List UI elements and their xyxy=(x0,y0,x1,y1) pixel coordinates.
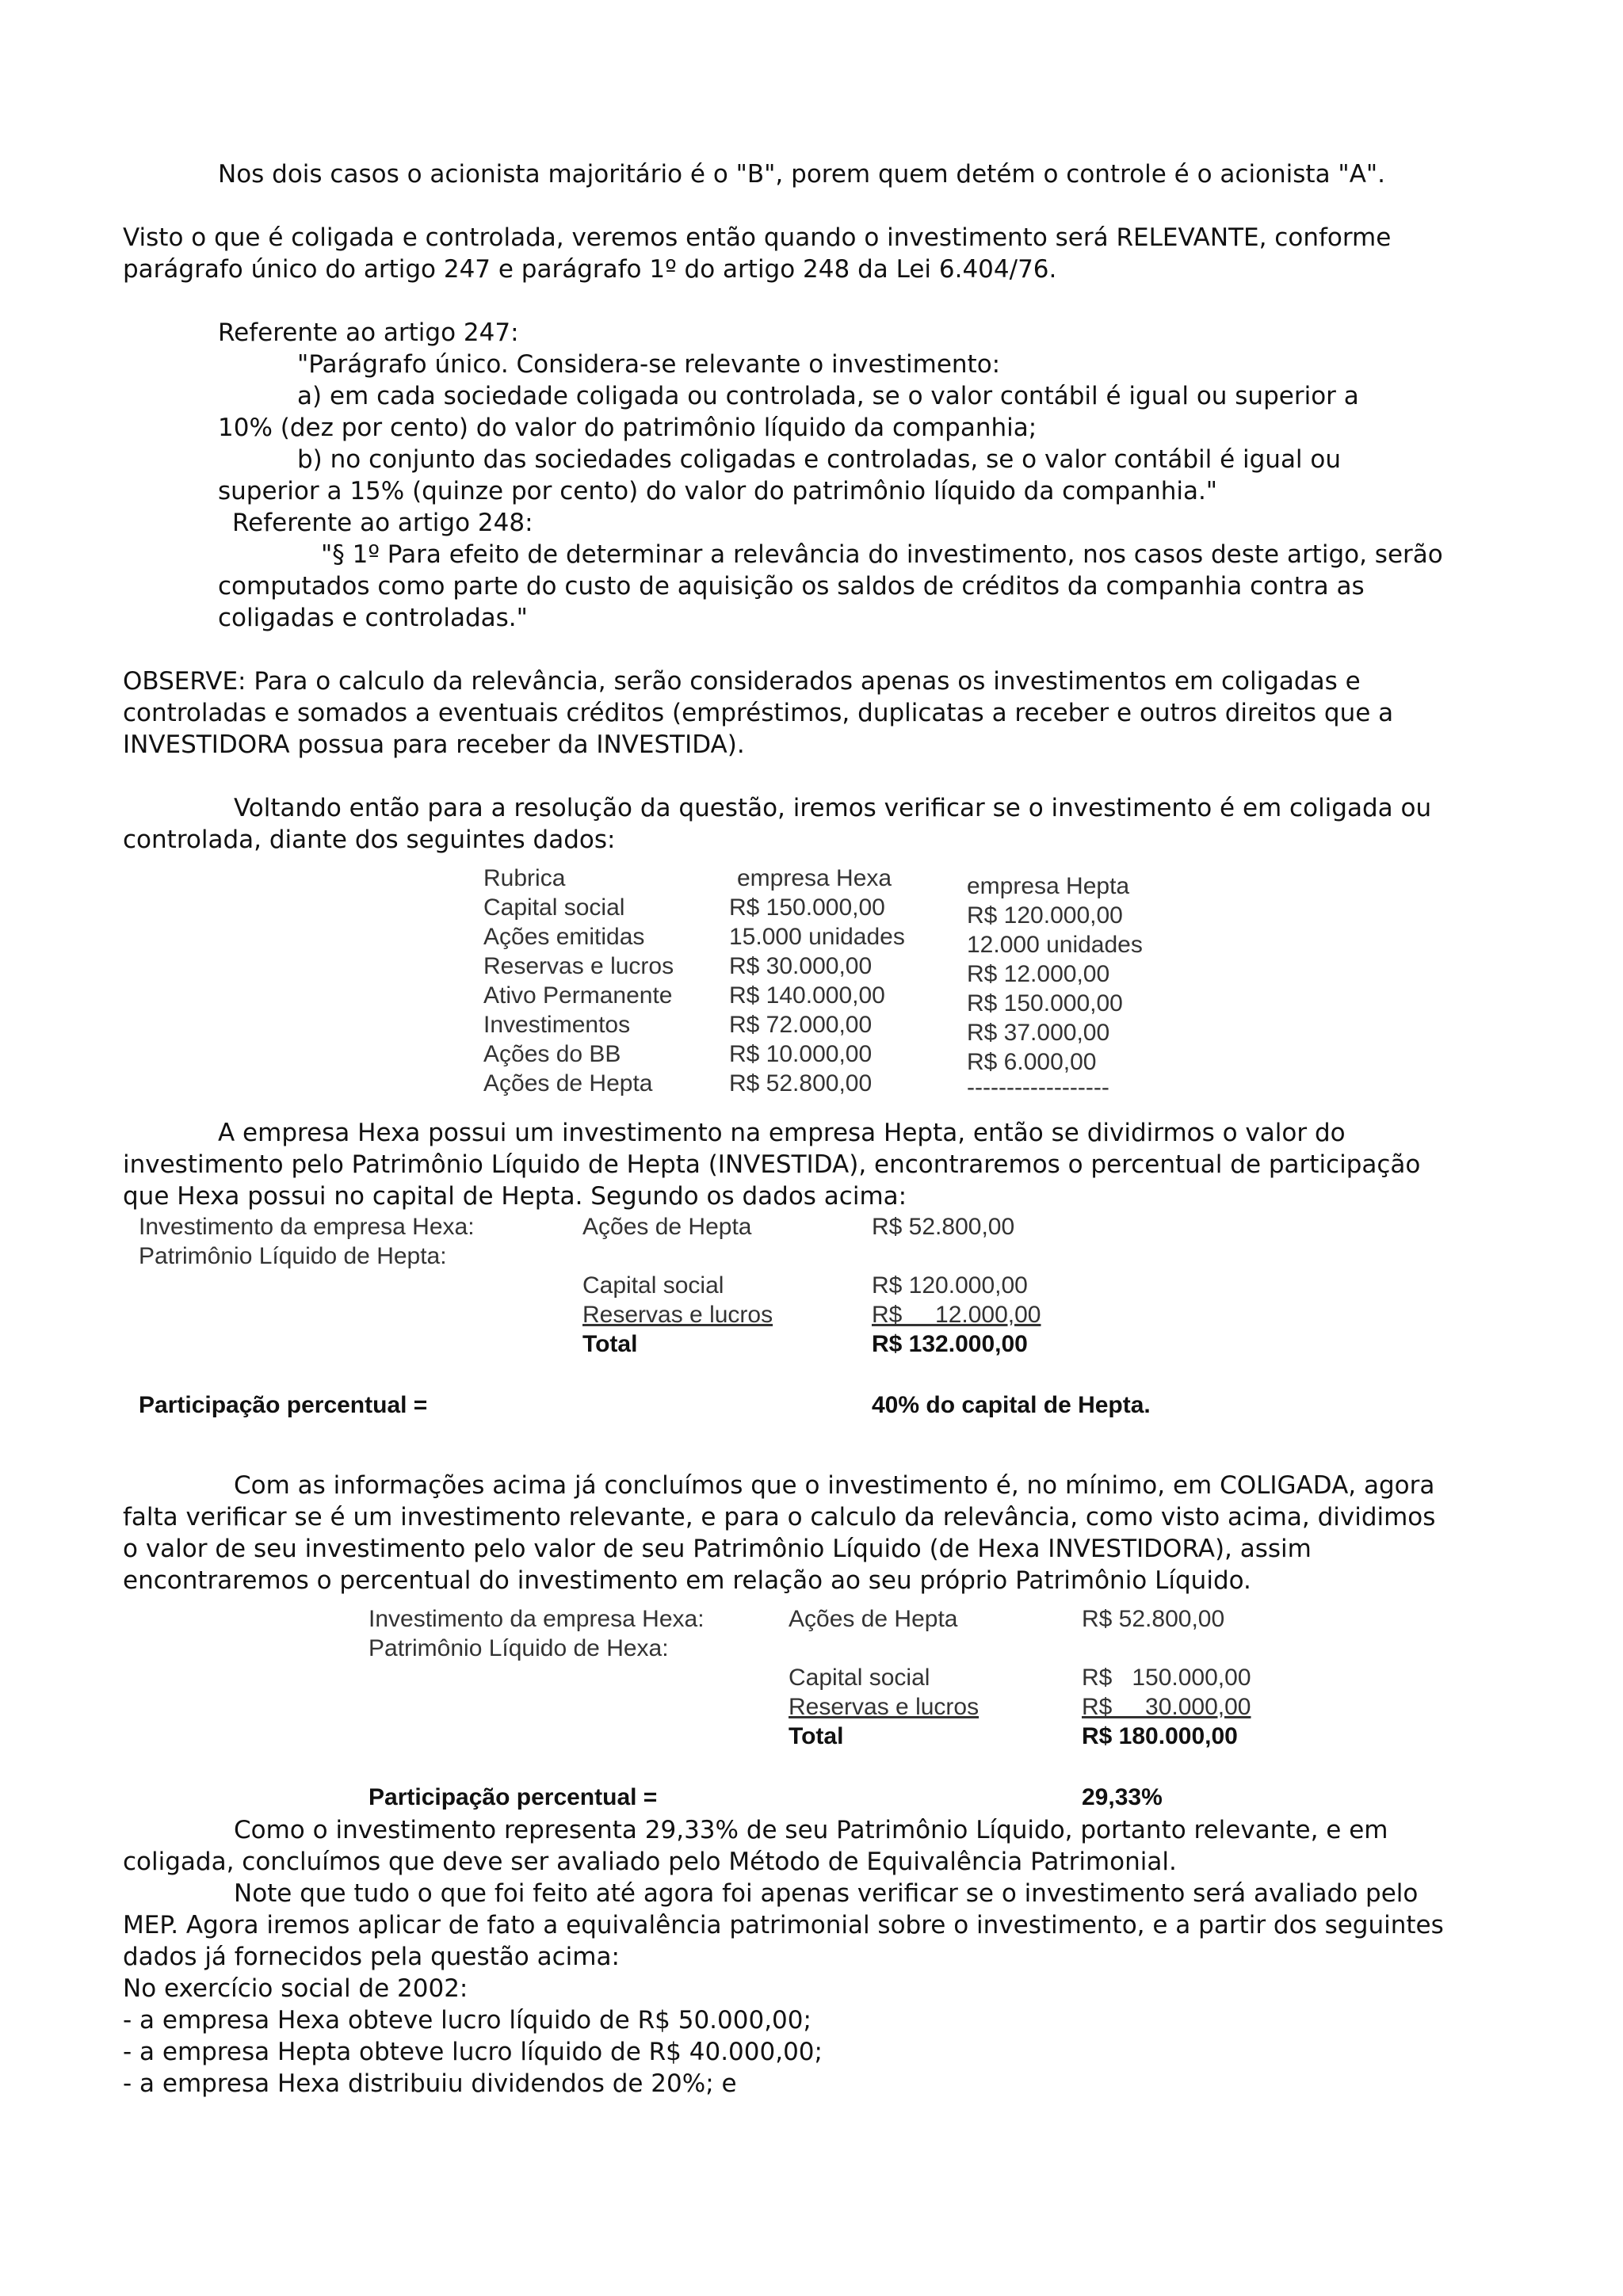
table-cell: Capital social xyxy=(483,894,625,921)
table-cell: Ações do BB xyxy=(483,1041,621,1067)
hexa-line2: investimento pelo Patrimônio Líquido de Hepta (INVESTIDA), encontraremos o percentual de participação xyxy=(123,1150,1421,1179)
ref-artigo-248: Referente ao artigo 248: xyxy=(232,509,533,537)
paragraph-relevante-1: Visto o que é coligada e controlada, veremos então quando o investimento será RELEVANTE, conforme xyxy=(123,223,1392,252)
reservas-value: R$ 12.000,00 xyxy=(872,1302,1041,1328)
quote-248-line2: computados como parte do custo de aquisição os saldos de créditos da companhia contra as xyxy=(218,572,1365,601)
total-label: Total xyxy=(789,1723,844,1749)
paragraph-coligada xyxy=(123,1470,1533,1596)
quote-247-line3: 10% (dez por cento) do valor do patrimônio líquido da companhia; xyxy=(218,414,1037,442)
participacao-hepta-table xyxy=(139,1212,1248,1426)
paragraph-hexa xyxy=(123,1117,1533,1212)
investment-label: Investimento da empresa Hexa: xyxy=(369,1606,705,1632)
com-line2: falta verificar se é um investimento relevante, e para o calculo da relevância, como visto acima, dividimos xyxy=(123,1503,1436,1531)
quote-247-line2: a) em cada sociedade coligada ou controlada, se o valor contábil é igual ou superior a xyxy=(297,382,1359,410)
table-cell: 12.000 unidades xyxy=(967,932,1143,958)
investment-item: Ações de Hepta xyxy=(789,1606,958,1632)
como-line2: coligada, concluímos que deve ser avaliado pelo Método de Equivalência Patrimonial. xyxy=(123,1848,1177,1876)
table-cell: R$ 72.000,00 xyxy=(729,1012,873,1038)
quote-248-line1: "§ 1º Para efeito de determinar a relevância do investimento, nos casos deste artigo, serão xyxy=(321,540,1443,569)
document-body xyxy=(123,158,1533,856)
capital-value: R$ 150.000,00 xyxy=(1082,1665,1251,1691)
list-item: - a empresa Hexa obteve lucro líquido de R$ 50.000,00; xyxy=(123,2006,812,2035)
total-value: R$ 132.000,00 xyxy=(872,1331,1028,1357)
quote-247-line5: superior a 15% (quinze por cento) do valor do patrimônio líquido da companhia." xyxy=(218,477,1218,505)
table-cell: R$ 30.000,00 xyxy=(729,953,873,979)
table-header-hepta: empresa Hepta xyxy=(967,873,1130,899)
table-cell: Ativo Permanente xyxy=(483,982,673,1009)
paragraph-relevante-2: parágrafo único do artigo 247 e parágrafo 1º do artigo 248 da Lei 6.404/76. xyxy=(123,255,1057,284)
table-cell: R$ 150.000,00 xyxy=(967,990,1123,1016)
table-cell: 15.000 unidades xyxy=(729,924,905,950)
investment-label: Investimento da empresa Hexa: xyxy=(139,1214,475,1240)
note-line2: MEP. Agora iremos aplicar de fato a equivalência patrimonial sobre o investimento, e a partir dos seguintes xyxy=(123,1911,1444,1939)
participacao-value: 40% do capital de Hepta. xyxy=(872,1392,1151,1418)
table-cell: ------------------ xyxy=(967,1074,1109,1100)
rubrica-table xyxy=(483,864,1181,1109)
table-cell: Ações de Hepta xyxy=(483,1070,653,1097)
table-cell: R$ 37.000,00 xyxy=(967,1020,1110,1046)
observe-line1: OBSERVE: Para o calculo da relevância, serão considerados apenas os investimentos em coligadas e xyxy=(123,667,1361,696)
table-cell: R$ 6.000,00 xyxy=(967,1049,1097,1075)
table-cell: R$ 140.000,00 xyxy=(729,982,885,1009)
como-line1: Como o investimento representa 29,33% de seu Patrimônio Líquido, portanto relevante, e em xyxy=(234,1816,1388,1844)
total-label: Total xyxy=(582,1331,638,1357)
pl-label: Patrimônio Líquido de Hepta: xyxy=(139,1243,447,1269)
voltando-line1: Voltando então para a resolução da questão, iremos verificar se o investimento é em coligada ou xyxy=(234,794,1432,822)
paragraph-conclusao xyxy=(123,1814,1533,2100)
list-item: - a empresa Hepta obteve lucro líquido de R$ 40.000,00; xyxy=(123,2038,823,2066)
reservas-label: Reservas e lucros xyxy=(789,1694,980,1720)
quote-247-line4: b) no conjunto das sociedades coligadas e controladas, se o valor contábil é igual ou xyxy=(297,445,1342,474)
table-cell: Investimentos xyxy=(483,1012,631,1038)
capital-value: R$ 120.000,00 xyxy=(872,1272,1028,1299)
hexa-line3: que Hexa possui no capital de Hepta. Segundo os dados acima: xyxy=(123,1182,907,1211)
table-cell: R$ 120.000,00 xyxy=(967,902,1123,929)
paragraph-controle: Nos dois casos o acionista majoritário é o "B", porem quem detém o controle é o acionista "A". xyxy=(218,160,1386,189)
quote-247-line1: "Parágrafo único. Considera-se relevante o investimento: xyxy=(297,350,1001,379)
reservas-value: R$ 30.000,00 xyxy=(1082,1694,1251,1720)
com-line4: encontraremos o percentual do investimento em relação ao seu próprio Patrimônio Líquido. xyxy=(123,1566,1251,1595)
table-cell: R$ 12.000,00 xyxy=(967,961,1110,987)
table-cell: Ações emitidas xyxy=(483,924,645,950)
quote-248-line3: coligadas e controladas." xyxy=(218,604,528,632)
participacao-value: 29,33% xyxy=(1082,1784,1163,1810)
capital-label: Capital social xyxy=(789,1665,930,1691)
note-line1: Note que tudo o que foi feito até agora foi apenas verificar se o investimento será avaliado pelo xyxy=(234,1879,1419,1908)
capital-label: Capital social xyxy=(582,1272,724,1299)
investment-value: R$ 52.800,00 xyxy=(872,1214,1015,1240)
participacao-label: Participação percentual = xyxy=(369,1784,658,1810)
reservas-label: Reservas e lucros xyxy=(582,1302,773,1328)
table-cell: R$ 150.000,00 xyxy=(729,894,885,921)
voltando-line2: controlada, diante dos seguintes dados: xyxy=(123,826,616,854)
com-line3: o valor de seu investimento pelo valor de seu Patrimônio Líquido (de Hexa INVESTIDORA), assim xyxy=(123,1535,1312,1563)
table-cell: R$ 10.000,00 xyxy=(729,1041,873,1067)
pl-label: Patrimônio Líquido de Hexa: xyxy=(369,1635,669,1661)
total-value: R$ 180.000,00 xyxy=(1082,1723,1238,1749)
investment-value: R$ 52.800,00 xyxy=(1082,1606,1225,1632)
hexa-line1: A empresa Hexa possui um investimento na empresa Hepta, então se dividirmos o valor do xyxy=(218,1119,1346,1147)
note-line3: dados já fornecidos pela questão acima: xyxy=(123,1943,620,1971)
observe-line2: controladas e somados a eventuais créditos (empréstimos, duplicatas a receber e outros direitos que a xyxy=(123,699,1394,727)
participacao-label: Participação percentual = xyxy=(139,1392,428,1418)
com-line1: Com as informações acima já concluímos que o investimento é, no mínimo, em COLIGADA, agora xyxy=(234,1471,1435,1500)
table-cell: Reservas e lucros xyxy=(483,953,674,979)
table-header-hexa: empresa Hexa xyxy=(737,865,892,891)
exercicio-heading: No exercício social de 2002: xyxy=(123,1974,468,2003)
list-item: - a empresa Hexa distribuiu dividendos de 20%; e xyxy=(123,2069,737,2098)
ref-artigo-247: Referente ao artigo 247: xyxy=(218,318,519,347)
participacao-hexa-table xyxy=(369,1604,1319,1826)
table-cell: R$ 52.800,00 xyxy=(729,1070,873,1097)
table-header-rubrica: Rubrica xyxy=(483,865,566,891)
investment-item: Ações de Hepta xyxy=(582,1214,752,1240)
observe-line3: INVESTIDORA possua para receber da INVESTIDA). xyxy=(123,730,745,759)
